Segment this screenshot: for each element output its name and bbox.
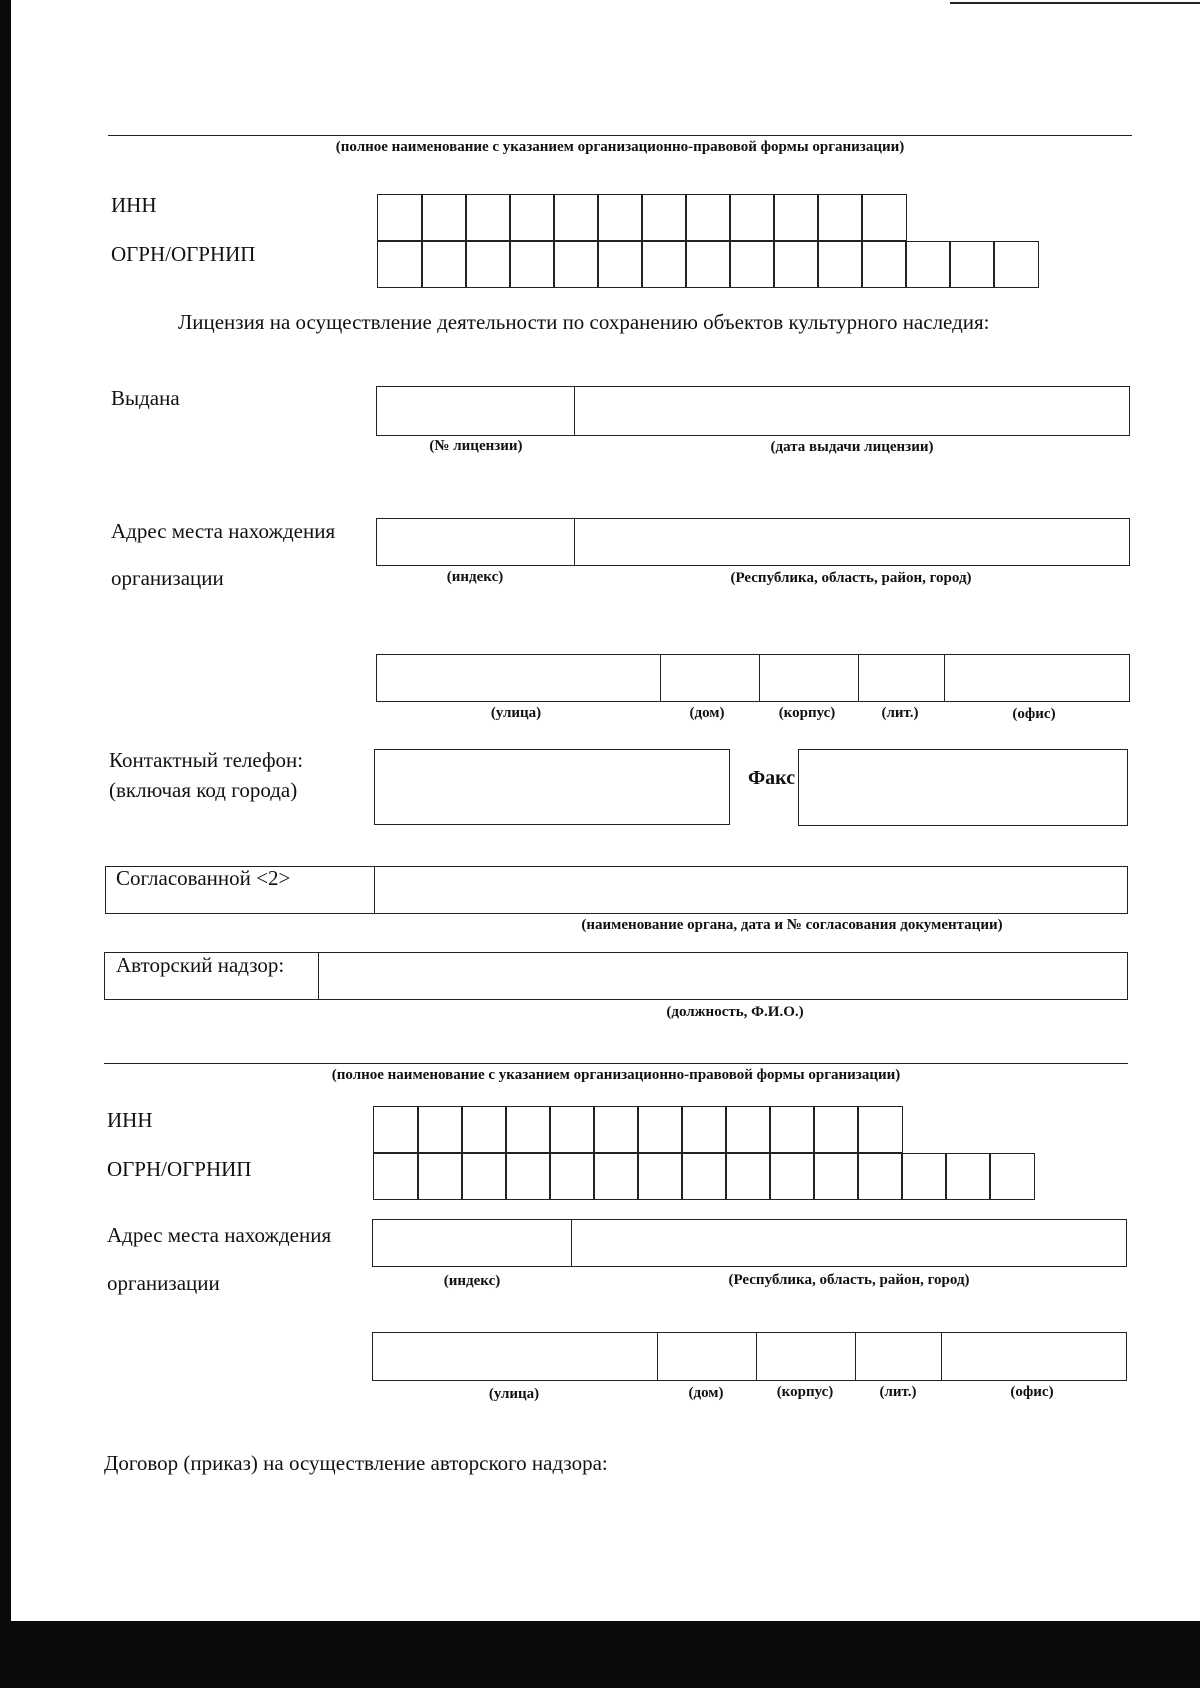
license-issued-label: Выдана [111,386,180,410]
scan-edge-bottom [0,1621,1200,1688]
inn-digit-cell[interactable] [637,1106,683,1153]
ogrn-digit-cell[interactable] [817,241,863,288]
org1-inn-grid [377,194,905,241]
address1-house-caption: (дом) [689,705,725,721]
inn-digit-cell[interactable] [641,194,687,241]
ogrn-digit-cell[interactable] [857,1153,903,1200]
ogrn-digit-cell[interactable] [465,241,511,288]
org2-ogrn-label: ОГРН/ОГРНИП [107,1157,252,1181]
supervision-caption: (должность, Ф.И.О.) [666,1004,804,1020]
address1-letter-input[interactable] [858,655,943,701]
ogrn-digit-cell[interactable] [641,241,687,288]
inn-digit-cell[interactable] [813,1106,859,1153]
address2-building-caption: (корпус) [776,1384,834,1400]
ogrn-digit-cell[interactable] [509,241,555,288]
inn-digit-cell[interactable] [417,1106,463,1153]
ogrn-digit-cell[interactable] [945,1153,991,1200]
phone-label-line1: Контактный телефон: [109,748,304,772]
inn-digit-cell[interactable] [597,194,643,241]
address2-street-caption: (улица) [488,1386,540,1402]
inn-digit-cell[interactable] [817,194,863,241]
ogrn-digit-cell[interactable] [505,1153,551,1200]
scan-edge-left [0,0,11,1688]
address2-label-line1: Адрес места нахождения [107,1223,332,1247]
address2-office-input[interactable] [941,1333,1125,1380]
address1-building-caption: (корпус) [778,705,836,721]
address1-street-caption: (улица) [490,705,542,721]
ogrn-digit-cell[interactable] [725,1153,771,1200]
ogrn-digit-cell[interactable] [901,1153,947,1200]
inn-digit-cell[interactable] [681,1106,727,1153]
org2-inn-grid [373,1106,901,1153]
inn-digit-cell[interactable] [465,194,511,241]
ogrn-digit-cell[interactable] [993,241,1039,288]
ogrn-digit-cell[interactable] [417,1153,463,1200]
license-number-caption: (№ лицензии) [429,438,523,454]
fax-label: Факс [748,767,796,789]
ogrn-digit-cell[interactable] [373,1153,419,1200]
address2-letter-caption: (лит.) [879,1384,917,1400]
org2-name-line[interactable] [104,1063,1128,1064]
license-heading: Лицензия на осуществление деятельности по сохранению объектов культурного наследия: [178,310,990,334]
address2-label-line2: организации [107,1271,220,1295]
phone-input[interactable] [374,749,730,825]
ogrn-digit-cell[interactable] [773,241,819,288]
address1-street-input[interactable] [377,655,660,701]
ogrn-digit-cell[interactable] [681,1153,727,1200]
org2-inn-label: ИНН [107,1108,153,1132]
address2-region-caption: (Республика, область, район, город) [728,1272,970,1288]
inn-digit-cell[interactable] [729,194,775,241]
agreed-input[interactable] [375,867,1126,913]
fax-input[interactable] [798,749,1128,826]
license-date-input[interactable] [575,387,1128,435]
address2-index-input[interactable] [373,1220,571,1266]
license-number-input[interactable] [377,387,574,435]
org2-ogrn-grid [373,1154,1033,1200]
address1-index-caption: (индекс) [446,569,504,585]
phone-label-line2: (включая код города) [109,778,298,802]
inn-digit-cell[interactable] [377,194,423,241]
address1-region-input[interactable] [575,519,1128,565]
inn-digit-cell[interactable] [509,194,555,241]
ogrn-digit-cell[interactable] [421,241,467,288]
ogrn-digit-cell[interactable] [549,1153,595,1200]
scan-line-top [950,2,1200,4]
inn-digit-cell[interactable] [685,194,731,241]
ogrn-digit-cell[interactable] [593,1153,639,1200]
address1-building-input[interactable] [759,655,857,701]
supervision-input[interactable] [319,953,1126,999]
ogrn-digit-cell[interactable] [769,1153,815,1200]
ogrn-digit-cell[interactable] [989,1153,1035,1200]
org1-inn-label: ИНН [111,193,157,217]
inn-digit-cell[interactable] [861,194,907,241]
address2-building-input[interactable] [756,1333,854,1380]
inn-digit-cell[interactable] [461,1106,507,1153]
inn-digit-cell[interactable] [857,1106,903,1153]
ogrn-digit-cell[interactable] [377,241,423,288]
inn-digit-cell[interactable] [549,1106,595,1153]
address1-office-input[interactable] [944,655,1128,701]
ogrn-digit-cell[interactable] [597,241,643,288]
agreed-label: Согласованной <2> [116,866,291,890]
inn-digit-cell[interactable] [773,194,819,241]
inn-digit-cell[interactable] [421,194,467,241]
ogrn-digit-cell[interactable] [553,241,599,288]
address2-letter-input[interactable] [855,1333,940,1380]
ogrn-digit-cell[interactable] [461,1153,507,1200]
inn-digit-cell[interactable] [593,1106,639,1153]
address2-house-input[interactable] [657,1333,755,1380]
ogrn-digit-cell[interactable] [949,241,995,288]
address1-index-input[interactable] [377,519,574,565]
address1-label-line2: организации [111,566,224,590]
address1-letter-caption: (лит.) [881,705,919,721]
org1-name-line[interactable] [108,135,1132,136]
address2-house-caption: (дом) [688,1385,724,1401]
inn-digit-cell[interactable] [725,1106,771,1153]
address2-office-caption: (офис) [1010,1384,1054,1400]
org1-ogrn-grid [377,242,1037,288]
agreed-caption: (наименование органа, дата и № согласования документации) [581,917,1003,933]
address1-region-caption: (Республика, область, район, город) [730,570,972,586]
ogrn-digit-cell[interactable] [685,241,731,288]
ogrn-digit-cell[interactable] [729,241,775,288]
ogrn-digit-cell[interactable] [905,241,951,288]
contract-label: Договор (приказ) на осуществление авторского надзора: [104,1451,608,1475]
address2-street-input[interactable] [373,1333,657,1380]
ogrn-digit-cell[interactable] [637,1153,683,1200]
inn-digit-cell[interactable] [769,1106,815,1153]
address1-label-line1: Адрес места нахождения [111,519,336,543]
ogrn-digit-cell[interactable] [813,1153,859,1200]
address2-region-input[interactable] [572,1220,1125,1266]
org2-name-caption: (полное наименование с указанием организационно-правовой формы организации) [331,1067,901,1083]
inn-digit-cell[interactable] [505,1106,551,1153]
address1-house-input[interactable] [660,655,758,701]
ogrn-digit-cell[interactable] [861,241,907,288]
address2-index-caption: (индекс) [443,1273,501,1289]
inn-digit-cell[interactable] [373,1106,419,1153]
inn-digit-cell[interactable] [553,194,599,241]
org1-ogrn-label: ОГРН/ОГРНИП [111,242,256,266]
org1-name-caption: (полное наименование с указанием организационно-правовой формы организации) [335,139,905,155]
supervision-label: Авторский надзор: [116,953,285,977]
license-date-caption: (дата выдачи лицензии) [770,439,934,455]
address1-office-caption: (офис) [1012,706,1056,722]
